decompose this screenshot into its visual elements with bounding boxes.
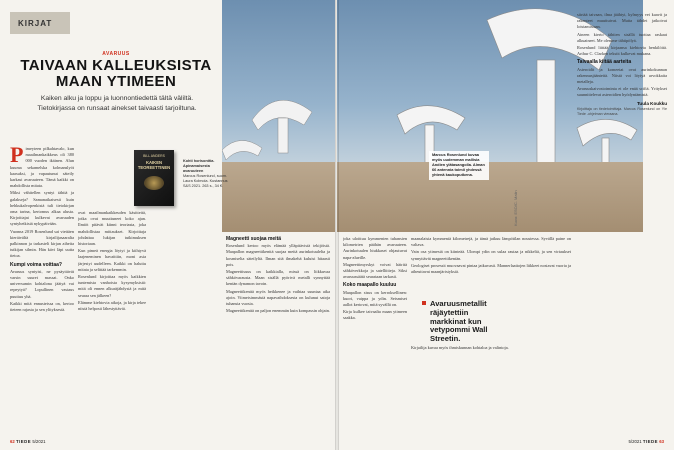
folio-right [629,439,665,444]
author-footnote: Kirjoittaja on tiedetoimittaja. Marcus Rosenlund on Yle Tiede -ohjelman vieraana. [577,106,667,116]
byline: Tuula Koukku [636,100,667,106]
paragraph: Aineen kierto tähtien sisällä tuottaa raskaat alkuaineet. Me olemme tähtipölyä. [577,31,667,43]
book-caption [183,159,228,189]
text-column-5b [411,345,571,442]
paragraph: Rosenlund liittää kirjaansa kiehtovia henkilöitä. Arthur C. Clarken tekstit kulkevat mukana. [577,45,667,57]
subheading: Taivaalla kiitää aarteita [577,59,632,66]
photo-credit: Kuva: ESO/C. Malin [513,190,518,226]
paragraph: Magneettikenttä on paljon enemmän kuin kompassin ohjain. [226,308,330,314]
issue-number: 5/2021 [628,439,642,444]
paragraph [150,210,214,216]
spread-gutter [335,0,339,450]
magazine-brand: TIEDE [15,439,32,444]
paragraph: Avaruus syntyisi, ne pysäyttävät varsin suuret massat. Onko universumin kohtalona jäätyä vai repeytyä? Lopullinen vastaus puuttuu yhä. [10,268,74,299]
text-column-5 [411,236,571,298]
paragraph: Vain osa ytimestä on kiinteää. Ulompi ydin on sulaa rautaa ja nikkeliä, ja sen virtaukset synnyttävät magneettikentän. [411,249,571,261]
paragraph: Elämme kiehtovia aikoja, ja kirja tekee niistä helposti lähestyttäviä. [78,299,146,312]
book-caption-details: Marcus Rosenlund, suom. Laura Kolmola. Kustannus S&S 2021. 263 s., 34 €. [183,174,228,188]
text-column-4 [343,236,407,442]
paragraph: joka uloittuu kymmenien tuhansien kilometrien päähän avaruuteen. Aurinkotuulen hiukkaset ohjautuvat napa-alueille. [343,236,407,260]
text-column-1 [10,146,74,442]
book-cover [134,150,174,206]
article-headline: TAIVAAN KALLEUKSISTA MAAN YTIMEEN [20,57,212,90]
subheading: Koko maapallo kuuluu [343,282,397,289]
paragraph: Asteroidit ja komeetat ovat aurinkokunnan rakennusjäänteitä. Niistä voi löytyä arvokkaita metalleja. [577,66,667,85]
subheading: Magneetti suojaa meitä [226,236,282,242]
book-cover-art [144,176,164,190]
paragraph: Miksi vähitellen syntyi tähtiä ja galakseja? Samanaikaisesti kuin hehkukalvopenkistä tuli tietokirjan oma tarina, kertomus alkaa alusta. Kirjoittajat kulkevat avaruuden syntyhetkistä nykypäivään. [10,190,74,227]
folio-left [10,439,46,444]
paragraph: Magneettisuus on kaikkialla, missä on liikkuvaa sähkövarausta. Maan sisällä pyörivä metalli synnyttää kentän dynamon tavoin. [226,269,330,287]
pull-quote: Avaruusmetallit räjäytettiin markkinat kun vetypommi Wall Streetin. [422,300,498,344]
magazine-brand: TIEDE [642,439,659,444]
paragraph: Kirja kulkee taivaalta maan ytimeen saakka. [343,309,407,321]
drop-cap: P [10,146,24,167]
subheading: Kumpi voima voittaa? [10,261,62,268]
intro-paragraph: imeyteen pilkahtavalo, kun maailmankaikkeus oli 380 000 vuoden ikäinen. Alun kuuma sekamelska kolmanslyöt kaasuksi, ja vapautunut säteily karkasi avaruuteen. Tämä kaikki on mahdollista mitata. [10,146,74,189]
paragraph: Avaruuskaivostoiminta ei ole enää scifiä. Yritykset suunnittelevat asteroidien hyödyntämistä. [577,86,667,98]
paragraph: siirtää taivaan, ilma jäähtyi, kylmyys vei kaavit ja rakenteet muuttuivat. Mutta tähdet jatkoivat loistamistaan. [577,12,667,30]
text-column-2 [78,210,146,442]
photo-caption: Marcus Rosenlund kuvaa myös uudemman mallisia Andien ylätasangolla. Alman 66 antennia toimii yhdessä yhtenä kaukoputkena. [429,151,489,180]
page-number: 63 [659,439,664,444]
text-column-6 [577,12,667,442]
right-page [337,0,674,450]
paragraph: Magneettimyrskyt voivat häiritä sähköverkkoja ja satelliitteja. Siksi avaruussäätä seurataan tarkasti. [343,261,407,280]
text-column-3 [150,210,214,442]
paragraph: Rosenlund kirjoittaa myös kaikkien tuntemista vanhoista kysymyksistä: mitä oli ennen alkuräjähdystä ja mitä seuraa sen jälkeen? [78,274,146,298]
issue-number: 5/2021 [32,439,46,444]
article-lede: Kaiken alku ja loppu ja luonnontiedettä tältä väliltä. Tietokirjassa on runsaat ainekset taivaasti tarjoiltuna. [37,95,197,112]
paragraph: Maapallon sisus on kerroksellinen: kuori, vaippa ja ydin. Seismiset aallot kertovat, mitä syvällä on. [343,289,407,308]
book-title: KAIKEN TEOREETTINEN [137,160,171,170]
book-caption-title: Kohti horisonttia. Apinamaisesta avaruuteen [183,159,215,173]
page-number: 62 [10,439,15,444]
article-kicker: AVARUUS [102,51,130,57]
article-photo-left [222,0,335,232]
paragraph: Magneettikenttä myös heikkenee ja vaihtaa suuntaa aika ajoin. Viimeisimmästä napavaihdoksesta on kulunut satoja tuhansia vuosia. [226,288,330,307]
paragraph: Vuonna 2019 Rosenlund sai viettäen kiertävältä kirjailijasaaralta palkinnon ja tarkasteli kirjan aiheita tutkijan silmin. Hän kävi läpi uutta tietoa. [10,228,74,259]
section-tab: KIRJAT [10,12,70,34]
paragraph: ovat maailmankaikkeuden käsitteitä, jotka ovat muuttuneet koko ajan. Ilmiöt pitävät kiinni teoriasta, joka mahdollistaa mittaukset. Kirjoittaja johdattaa lukijan tutkimuksen historiaan. [78,210,146,247]
paragraph: Kaikki mitä ennusteissa on, kertoo tieteen rajasta ja sen ylityksestä. [10,300,74,313]
text-column-3b [226,234,330,442]
paragraph: maanalaisia kymmeniä kilometrejä, ja tämä jatkuu lämpötilan noustessa. Syvällä paine on valtava. [411,236,571,248]
paragraph: Rosenlund kertoo myös elämää ylläpitävistä tekijöistä. Maapallon magneettikenttä suojaa meitä aurinkotuulelta ja kosmiselta säteilyltä. Ilman sitä ilmakehä kuluisi hitaasti pois. [226,243,330,267]
paragraph: Geologiset prosessit muovaavat pintaa jatkuvasti. Mannerlaattojen liikkeet nostavat vuoria ja aiheuttavat maanjäristyksiä. [411,262,571,275]
book-author: BILL ANDERS [143,154,165,158]
paragraph: Kun pimeä energia löytyi ja kiihtyvä laajeneminen havaittiin, moni asia järjestyi uudelleen. Kaikki on haluttu mitata ja selittää tarkemmin. [78,248,146,272]
paragraph: Kirjailija kuvaa myös ihmiskunnan kohtaloa ja valintoja. [411,345,509,350]
